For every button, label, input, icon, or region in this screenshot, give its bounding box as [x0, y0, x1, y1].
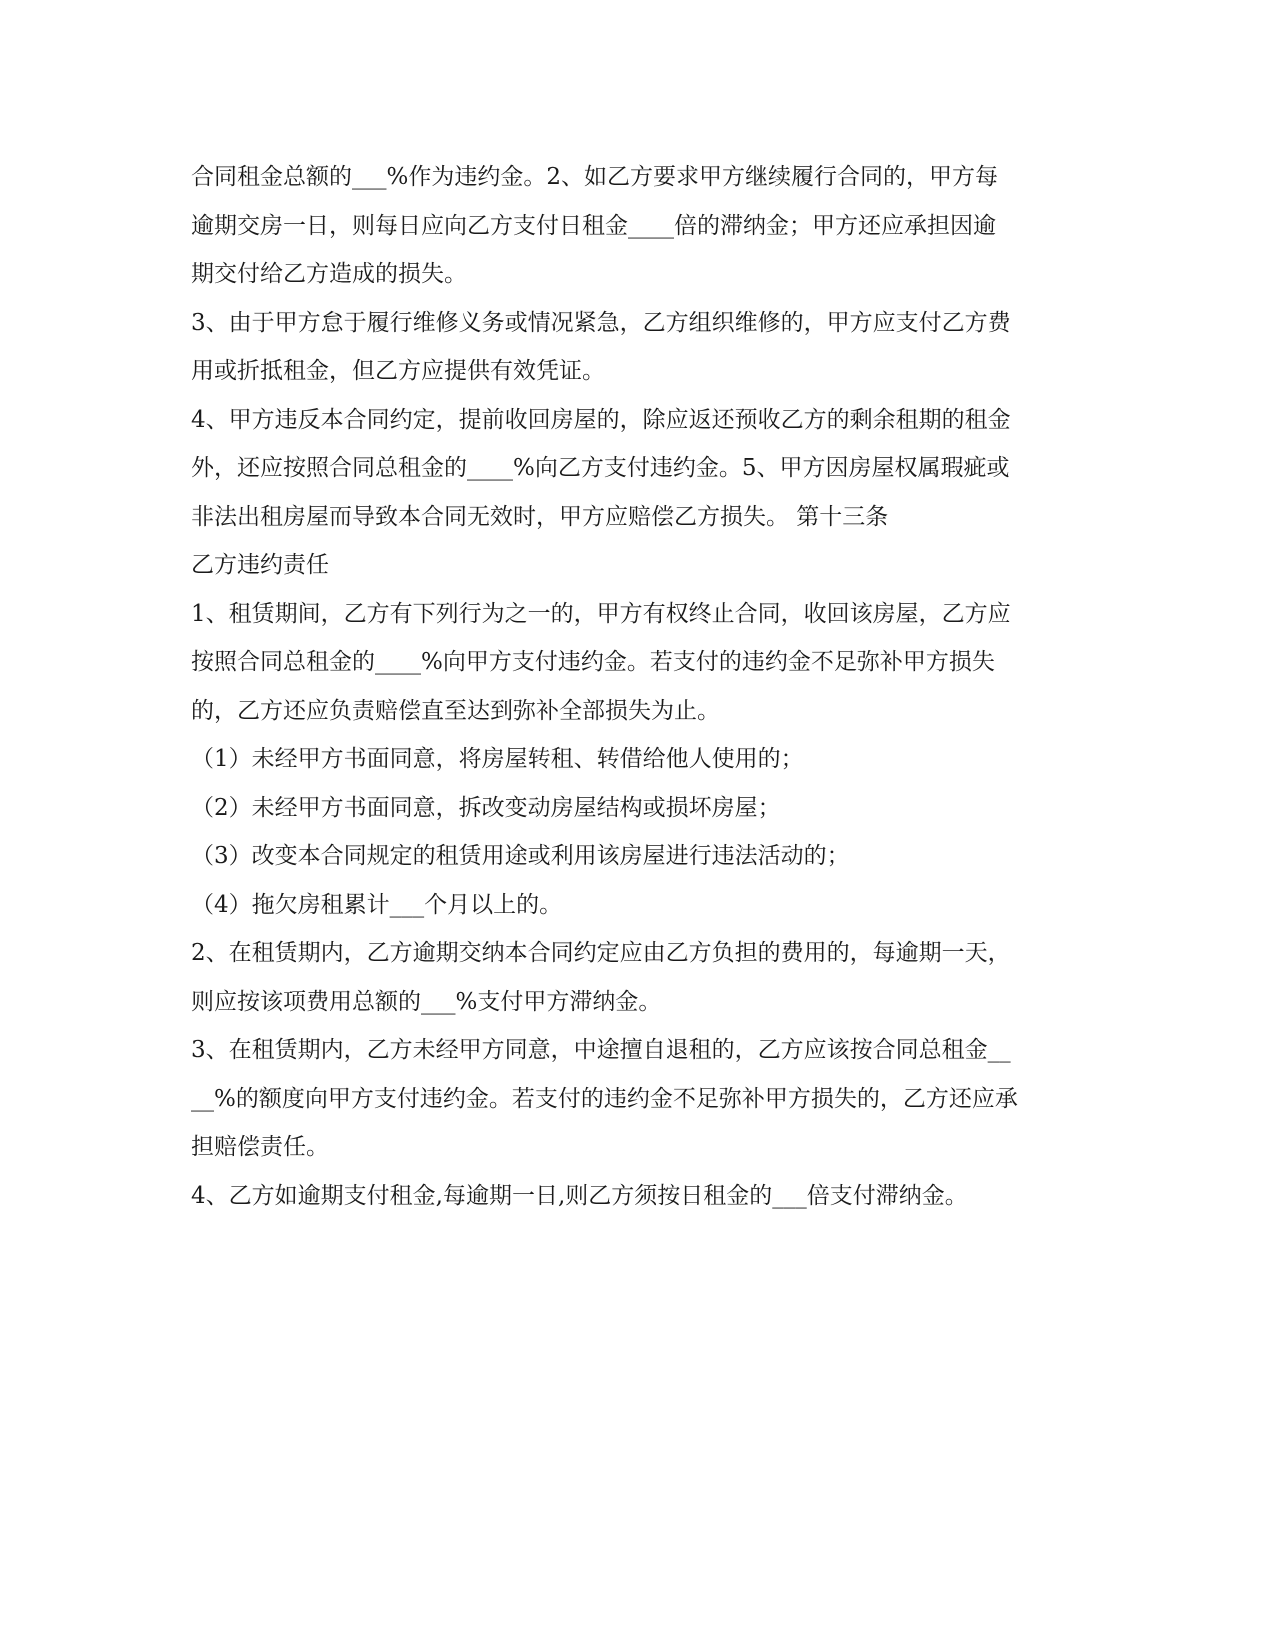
text-line: 按照合同总租金的____%向甲方支付违约金。若支付的违约金不足弥补甲方损失	[191, 649, 995, 675]
text-line: 非法出租房屋而导致本合同无效时，甲方应赔偿乙方损失。 第十三条	[191, 503, 889, 530]
text-line: 期交付给乙方造成的损失。	[191, 261, 467, 287]
text-line: __%的额度向甲方支付违约金。若支付的违约金不足弥补甲方损失的，乙方还应承	[191, 1085, 1018, 1112]
text-line: 逾期交房一日，则每日应向乙方支付日租金____倍的滞纳金；甲方还应承担因逾	[191, 212, 996, 239]
list-item: （3）改变本合同规定的租赁用途或利用该房屋进行违法活动的；	[191, 843, 850, 869]
text-line: 4、甲方违反本合同约定，提前收回房屋的，除应返还预收乙方的剩余租期的租金	[191, 406, 1011, 433]
list-item: （2）未经甲方书面同意，拆改变动房屋结构或损坏房屋；	[191, 794, 781, 821]
text-line: 2、在租赁期内，乙方逾期交纳本合同约定应由乙方负担的费用的，每逾期一天，	[191, 940, 1011, 966]
text-line: 担赔偿责任。	[191, 1134, 329, 1160]
text-line: 3、由于甲方怠于履行维修义务或情况紧急，乙方组织维修的，甲方应支付乙方费	[191, 309, 1011, 336]
text-line: 则应按该项费用总额的___%支付甲方滞纳金。	[191, 988, 662, 1015]
list-item: （4）拖欠房租累计___个月以上的。	[191, 891, 563, 918]
text-line: 1、租赁期间，乙方有下列行为之一的，甲方有权终止合同，收回该房屋，乙方应	[191, 600, 1011, 627]
text-line: 的，乙方还应负责赔偿直至达到弥补全部损失为止。	[191, 697, 720, 724]
section-heading: 乙方违约责任	[191, 552, 329, 578]
text-line: 合同租金总额的___%作为违约金。2、如乙方要求甲方继续履行合同的，甲方每	[191, 164, 998, 190]
text-line: 3、在租赁期内，乙方未经甲方同意，中途擅自退租的，乙方应该按合同总租金__	[191, 1037, 1011, 1063]
text-line: 用或折抵租金，但乙方应提供有效凭证。	[191, 358, 605, 384]
contract-text	[191, 153, 1091, 1220]
list-item: （1）未经甲方书面同意，将房屋转租、转借给他人使用的；	[191, 746, 804, 772]
text-line: 4、乙方如逾期支付租金,每逾期一日,则乙方须按日租金的___倍支付滞纳金。	[191, 1182, 968, 1209]
text-line: 外，还应按照合同总租金的____%向乙方支付违约金。5、甲方因房屋权属瑕疵或	[191, 455, 1010, 481]
